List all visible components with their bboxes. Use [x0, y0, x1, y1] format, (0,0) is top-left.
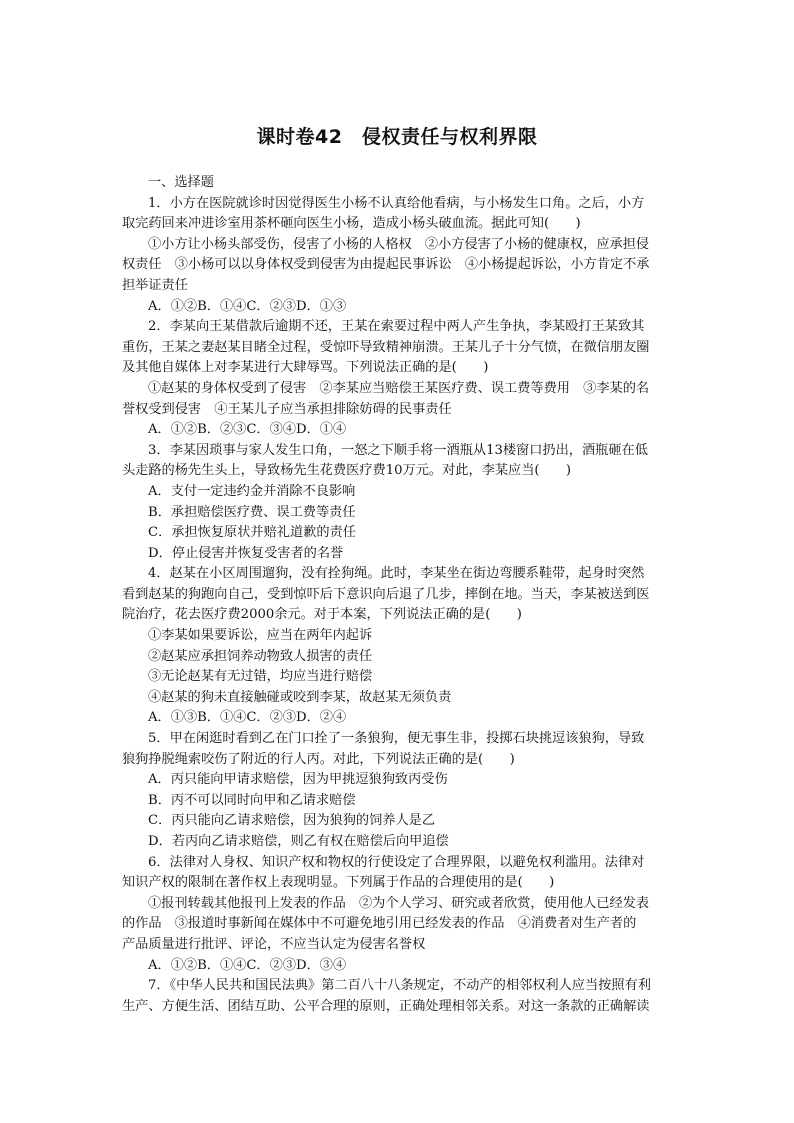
text-line: C．承担恢复原状并赔礼道歉的责任	[148, 525, 356, 541]
text-line: 4．赵某在小区周围遛狗，没有拴狗绳。此时，李某坐在街边弯腰系鞋带，起身时突然	[148, 566, 645, 582]
text-line: ①报刊转载其他报刊上发表的作品 ②为个人学习、研究或者欣赏，使用他人已经发表	[148, 895, 650, 911]
text-line: 5．甲在闲逛时看到乙在门口拴了一条狼狗，便无事生非，投掷石块挑逗该狼狗，导致	[148, 731, 645, 747]
text-line: 看到赵某的狗跑向自己，受到惊吓后下意识向后退了几步，摔倒在地。当天，李某被送到医	[122, 586, 650, 602]
text-line: 3．李某因琐事与家人发生口角，一怒之下顺手将一酒瓶从13楼窗口扔出，酒瓶砸在低	[148, 442, 648, 458]
text-line: 狼狗挣脱绳索咬伤了附近的行人丙。对此，下列说法正确的是( )	[122, 751, 515, 767]
text-line: B．承担赔偿医疗费、误工费等责任	[148, 504, 356, 520]
text-line: 生产、方便生活、团结互助、公平合理的原则，正确处理相邻关系。对这一条款的正确解读	[122, 998, 650, 1014]
text-line: 的作品 ③报道时事新闻在媒体中不可避免地引用已经发表的作品 ④消费者对生产者的	[122, 916, 637, 932]
text-line: 及其他自媒体上对李某进行大肆辱骂。下列说法正确的是( )	[122, 360, 489, 376]
text-line: A．①②B．①④C．②③D．①③	[148, 298, 347, 314]
text-line: 一、选择题	[148, 175, 214, 190]
text-line: D．停止侵害并恢复受害者的名誉	[148, 545, 344, 561]
text-line: 头走路的杨先生头上，导致杨先生花费医疗费10万元。对此，李某应当( )	[122, 463, 572, 479]
text-line: ①李某如果要诉讼，应当在两年内起诉	[148, 628, 373, 644]
text-line: 产品质量进行批评、评论，不应当认定为侵害名誉权	[122, 936, 426, 952]
text-line: 重伤，王某之妻赵某目睹全过程，受惊吓导致精神崩溃。王某儿子十分气愤，在微信朋友圈	[122, 339, 650, 355]
text-line: A．丙只能向甲请求赔偿，因为甲挑逗狼狗致丙受伤	[148, 772, 448, 788]
text-line: ①赵某的身体权受到了侵害 ②李某应当赔偿王某医疗费、误工费等费用 ③李某的名	[148, 380, 650, 396]
text-line: A．①②B．①④C．②③D．③④	[148, 957, 347, 973]
text-line: 取完药回来冲进诊室用茶杯砸向医生小杨，造成小杨头破血流。据此可知( )	[122, 216, 581, 232]
text-line: 担举证责任	[122, 277, 188, 293]
text-line: 院治疗，花去医疗费2000余元。对于本案，下列说法正确的是( )	[122, 607, 522, 623]
text-line: 权责任 ③小杨可以以身体权受到侵害为由提起民事诉讼 ④小杨提起诉讼，小方肯定不承	[122, 257, 650, 273]
text-line: 7．《中华人民共和国民法典》第二百八十八条规定，不动产的相邻权利人应当按照有利	[148, 978, 651, 994]
document-title: 课时卷42 侵权责任与权利界限	[256, 126, 538, 148]
text-line: 知识产权的限制在著作权上表现明显。下列属于作品的合理使用的是( )	[122, 875, 555, 891]
text-line: ④赵某的狗未直接触碰或咬到李某，故赵某无须负责	[148, 689, 452, 705]
text-line: A．支付一定违约金并消除不良影响	[148, 483, 356, 499]
text-line: C．丙只能向乙请求赔偿，因为狼狗的饲养人是乙	[148, 813, 436, 829]
text-line: ③无论赵某有无过错，均应当进行赔偿	[148, 669, 373, 685]
text-line: A．①②B．②③C．③④D．①④	[148, 422, 347, 438]
text-line: 誉权受到侵害 ④王某儿子应当承担排除妨碍的民事责任	[122, 401, 452, 417]
text-line: 1．小方在医院就诊时因觉得医生小杨不认真给他看病，与小杨发生口角。之后，小方	[148, 195, 645, 211]
text-line: ①小方让小杨头部受伤，侵害了小杨的人格权 ②小方侵害了小杨的健康权，应承担侵	[148, 236, 650, 252]
text-line: 6．法律对人身权、知识产权和物权的行使设定了合理界限，以避免权利滥用。法律对	[148, 854, 645, 870]
text-line: D．若丙向乙请求赔偿，则乙有权在赔偿后向甲追偿	[148, 834, 449, 849]
text-line: ②赵某应承担饲养动物致人损害的责任	[148, 648, 373, 664]
document-body	[122, 173, 674, 1017]
text-line: A．①③B．①④C．②③D．②④	[148, 710, 347, 726]
text-line: 2．李某向王某借款后逾期不还，王某在索要过程中两人产生争执，李某殴打王某致其	[148, 319, 645, 335]
text-line: B．丙不可以同时向甲和乙请求赔偿	[148, 792, 356, 808]
